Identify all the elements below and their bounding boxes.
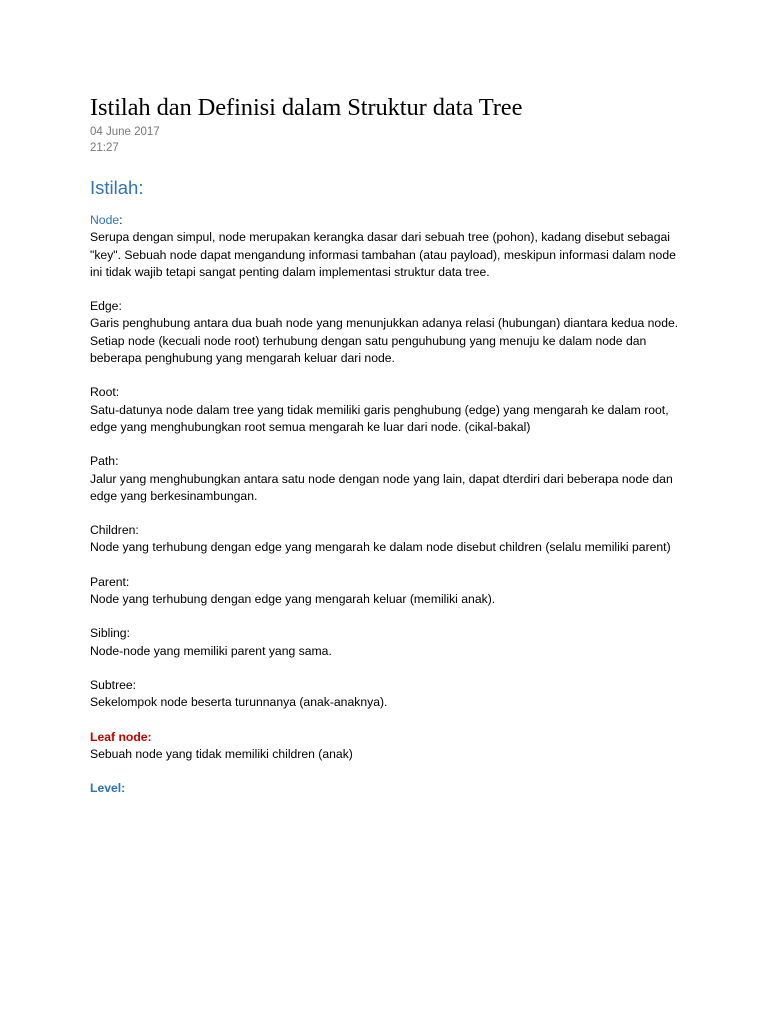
term-entry-path	[90, 453, 690, 505]
page-title: Istilah dan Definisi dalam Struktur data Tree	[90, 94, 523, 121]
term-label-leaf-node: Leaf node:	[90, 729, 152, 744]
term-name-node: Node	[90, 213, 120, 227]
term-definition-parent: Node yang terhubung dengan edge yang mengarah keluar (memiliki anak).	[90, 592, 496, 607]
document-page	[90, 92, 690, 814]
term-label-parent: Parent:	[90, 574, 130, 589]
term-entry-node	[90, 212, 690, 281]
term-label-level: Level:	[90, 781, 126, 796]
term-colon: :	[119, 213, 123, 227]
term-label-node	[90, 212, 690, 229]
term-label-path: Path:	[90, 454, 119, 469]
term-list	[90, 212, 690, 797]
term-entry-root	[90, 384, 690, 436]
term-definition-root: Satu-datunya node dalam tree yang tidak memiliki garis penghubung (edge) yang mengarah ke dalam root, edge yang menghubungkan root semua mengarah ke luar dari node. (cikal-bakal)	[90, 402, 669, 434]
term-definition-edge: Garis penghubung antara dua buah node yang menunjukkan adanya relasi (hubungan) diantara kedua node. Setiap node (kecuali node root) terhubung dengan satu penguhubung yang menuju ke dalam node dan beberapa penghubung yang mengarah keluar dari node.	[90, 316, 679, 366]
term-definition-subtree: Sekelompok node beserta turunnanya (anak-anaknya).	[90, 695, 388, 710]
section-heading-istilah: Istilah:	[90, 177, 144, 198]
term-entry-children	[90, 522, 690, 557]
term-definition-sibling: Node-node yang memiliki parent yang sama.	[90, 643, 332, 658]
page-date: 04 June 2017	[90, 126, 160, 138]
term-entry-leaf-node	[90, 729, 690, 764]
term-definition-path: Jalur yang menghubungkan antara satu node dengan node yang lain, dapat dterdiri dari beberapa node dan edge yang berkesinambungan.	[90, 471, 673, 503]
term-entry-sibling	[90, 625, 690, 660]
term-label-root: Root:	[90, 385, 120, 400]
page-time: 21:27	[90, 142, 119, 154]
term-definition-leaf-node: Sebuah node yang tidak memiliki children (anak)	[90, 746, 353, 761]
term-label-subtree: Subtree:	[90, 677, 137, 692]
term-definition-node: Serupa dengan simpul, node merupakan kerangka dasar dari sebuah tree (pohon), kadang disebut sebagai "key". Sebuah node dapat mengandung informasi tambahan (atau payload), meskipun informasi dalam node ini tidak wajib tetapi sangat penting dalam implementasi struktur data tree.	[90, 230, 676, 279]
term-entry-edge	[90, 298, 690, 367]
term-definition-children: Node yang terhubung dengan edge yang mengarah ke dalam node disebut children (selalu memiliki parent)	[90, 540, 671, 555]
term-entry-level	[90, 780, 690, 797]
term-label-children: Children:	[90, 523, 139, 538]
term-entry-subtree	[90, 677, 690, 712]
term-entry-parent	[90, 574, 690, 609]
term-label-edge: Edge:	[90, 299, 122, 314]
term-label-sibling: Sibling:	[90, 626, 130, 641]
